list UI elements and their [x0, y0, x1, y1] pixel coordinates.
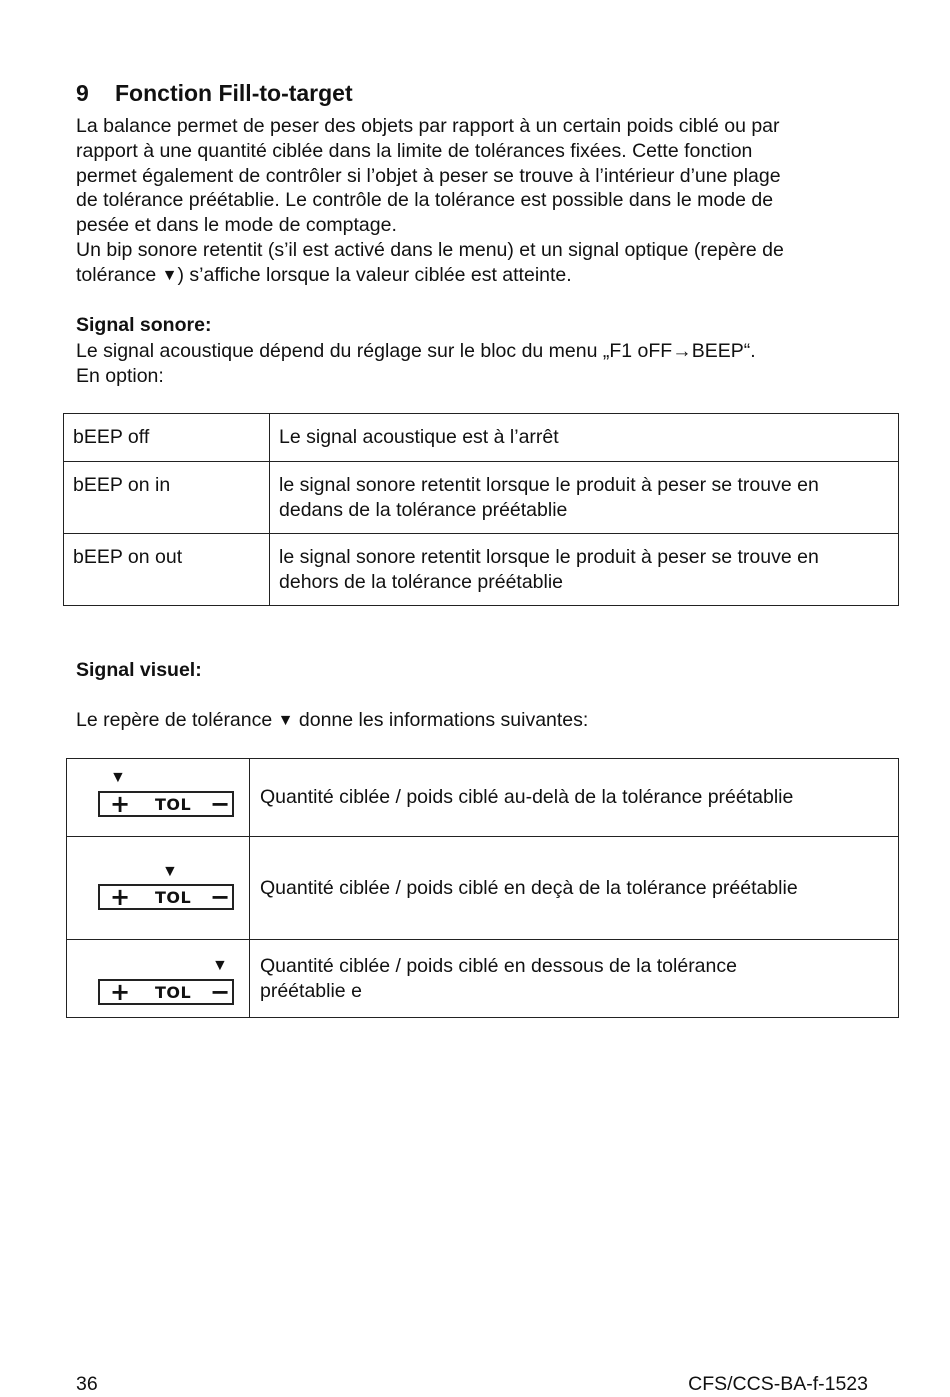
visual-intro — [76, 708, 896, 735]
acoustic-heading: Signal sonore: — [76, 314, 212, 336]
desc-line: le signal sonore retentit lorsque le produit à peser se trouve en — [279, 474, 819, 496]
desc-line: Quantité ciblée / poids ciblé en deçà de la tolérance préétablie — [260, 876, 798, 899]
plus-icon: + — [110, 883, 131, 911]
visual-signal-table — [66, 758, 899, 1018]
intro-text: tolérance — [76, 263, 162, 286]
page-number: 36 — [76, 1373, 98, 1395]
visual-heading: Signal visuel: — [76, 659, 202, 681]
tolerance-indicator — [98, 884, 234, 910]
tolerance-marker-icon: ▼ — [161, 266, 178, 284]
plus-icon: + — [110, 790, 131, 818]
intro-text: ) s’affiche lorsque la valeur ciblée est atteinte. — [177, 263, 572, 286]
visual-intro-line — [76, 708, 896, 735]
beep-option-desc — [270, 462, 899, 534]
beep-options-table — [63, 413, 899, 606]
visual-text: Le repère de tolérance — [76, 709, 278, 731]
intro-line: La balance permet de peser des objets par rapport à un certain poids ciblé ou par — [76, 115, 780, 137]
table-row — [64, 414, 899, 462]
beep-option-key: bEEP on out — [64, 534, 270, 606]
beep-option-desc — [270, 414, 899, 462]
tolerance-marker-icon: ▼ — [277, 712, 294, 729]
document-code: CFS/CCS-BA-f-1523 — [688, 1373, 868, 1395]
intro-line: pesée et dans le mode de comptage. — [76, 214, 397, 237]
visual-signal-desc — [250, 837, 899, 940]
table-row — [64, 462, 899, 534]
table-row — [67, 837, 899, 940]
intro-line: Un bip sonore retentit (s’il est activé dans le menu) et un signal optique (repère de — [76, 238, 784, 261]
tolerance-indicator-cell — [67, 940, 250, 1018]
intro-line: de tolérance préétablie. Le contrôle de la tolérance est possible dans le mode de — [76, 189, 774, 212]
minus-icon: − — [210, 978, 231, 1006]
section-heading — [76, 78, 353, 108]
tolerance-marker-icon: ▼ — [162, 863, 178, 880]
acoustic-line: En option: — [76, 364, 164, 387]
desc-line: Le signal acoustique est à l’arrêt — [279, 426, 559, 448]
tol-label: TOL — [155, 888, 192, 907]
table-row — [67, 940, 899, 1018]
intro-line — [76, 263, 896, 290]
tol-label: TOL — [155, 795, 192, 814]
table-row — [67, 759, 899, 837]
desc-line: dedans de la tolérance préétablie — [279, 498, 568, 521]
visual-text: donne les informations suivantes: — [293, 709, 589, 731]
section-number: 9 — [76, 80, 89, 106]
tolerance-indicator — [98, 791, 234, 817]
desc-line: préétablie e — [260, 979, 362, 1002]
section-title: Fonction Fill-to-target — [115, 80, 353, 106]
minus-icon: − — [210, 883, 231, 911]
table-row — [64, 534, 899, 606]
desc-line: Quantité ciblée / poids ciblé en dessous de la tolérance — [260, 954, 737, 977]
intro-paragraph — [76, 114, 896, 290]
tolerance-indicator — [98, 979, 234, 1005]
desc-line: le signal sonore retentit lorsque le produit à peser se trouve en — [279, 546, 819, 568]
beep-option-key: bEEP on in — [64, 462, 270, 534]
visual-signal-desc — [250, 940, 899, 1018]
beep-option-key: bEEP off — [64, 414, 270, 462]
tolerance-indicator-cell — [67, 759, 250, 837]
tolerance-indicator-cell — [67, 837, 250, 940]
acoustic-line: Le signal acoustique dépend du réglage sur le bloc du menu „F1 oFF→BEEP“. — [76, 340, 756, 362]
minus-icon: − — [210, 790, 231, 818]
visual-signal-desc — [250, 759, 899, 837]
tolerance-marker-icon: ▼ — [110, 769, 126, 786]
tolerance-marker-icon: ▼ — [212, 957, 228, 974]
intro-line: permet également de contrôler si l’objet à peser se trouve à l’intérieur d’une plage — [76, 164, 781, 187]
desc-line: Quantité ciblée / poids ciblé au-delà de la tolérance préétablie — [260, 786, 794, 809]
plus-icon: + — [110, 978, 131, 1006]
tol-label: TOL — [155, 983, 192, 1002]
beep-option-desc — [270, 534, 899, 606]
acoustic-paragraph — [76, 339, 896, 389]
desc-line: dehors de la tolérance préétablie — [279, 570, 564, 593]
intro-line: rapport à une quantité ciblée dans la limite de tolérances fixées. Cette fonction — [76, 139, 753, 162]
